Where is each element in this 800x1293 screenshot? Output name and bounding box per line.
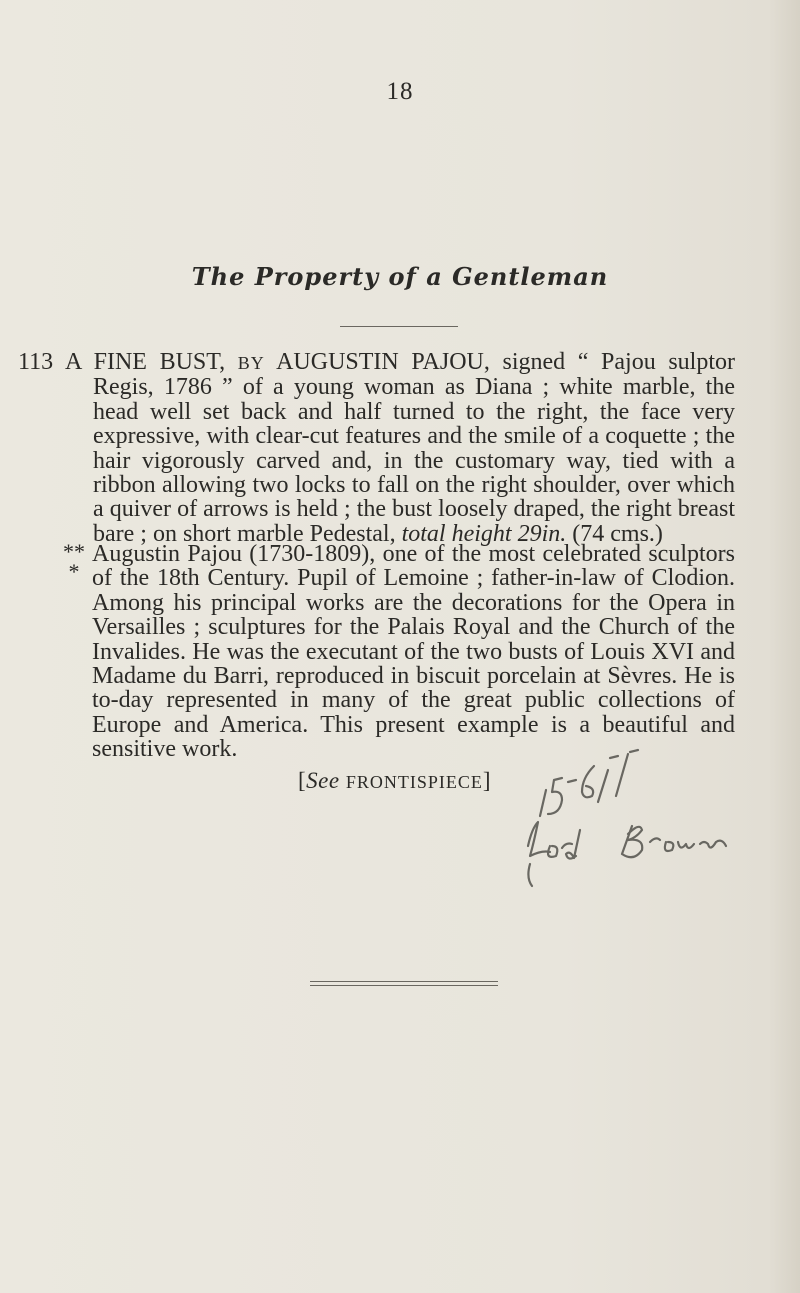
ref-open-bracket: [ [298, 768, 307, 793]
handwritten-annotation [510, 738, 770, 888]
ref-target: FRONTISPIECE [345, 772, 483, 792]
heading-rule [340, 326, 458, 327]
page-number: 18 [386, 78, 414, 105]
section-heading: The Property of a Gentleman [191, 262, 609, 291]
lot-number: 113 [18, 349, 54, 375]
ref-see: See [306, 768, 340, 793]
frontispiece-reference [298, 768, 491, 794]
ref-close-bracket: ] [482, 768, 492, 793]
closing-rule [310, 981, 498, 986]
note-asterisks: ** * [63, 539, 85, 584]
lot-by: BY [237, 353, 265, 373]
lot-lead: A FINE BUST, [65, 349, 238, 375]
lot-cms: (74 cms.) [566, 520, 663, 547]
lot-height: total height 29in. [401, 520, 567, 547]
lot-text: AUGUSTIN PAJOU, signed “ Pajou sulptor Regis, 1786 ” of a young woman as Diana ; white marble, the head well set back and half turned to the right, the face very expressive, with clear-cut features and the smile of a coquette ; the hair vigorously carved and, in the customary way, tied with a ribbon allowing two locks to fall on the right shoulder, over which a quiver of arrows is held ; the bust loosely draped, the right breast bare ; on short marble Pedestal, [93, 349, 736, 547]
artist-note: Augustin Pajou (1730-1809), one of the most celebrated sculptors of the 18th Century. Pupil of Lemoine ; father-in-law of Clodion. Among his principal works are the decorations for the Opera in Versailles ; sculptures for the Palais Royal and the Church of the Invalides. He was the executant of the two busts of Louis XVI and Madame du Barri, reproduced in biscuit porcelain at Sèvres. He is to-day represented in many of the great public collections of Europe and America. This present example is a beautiful and sensitive work. [92, 541, 735, 763]
lot-description [65, 350, 735, 546]
